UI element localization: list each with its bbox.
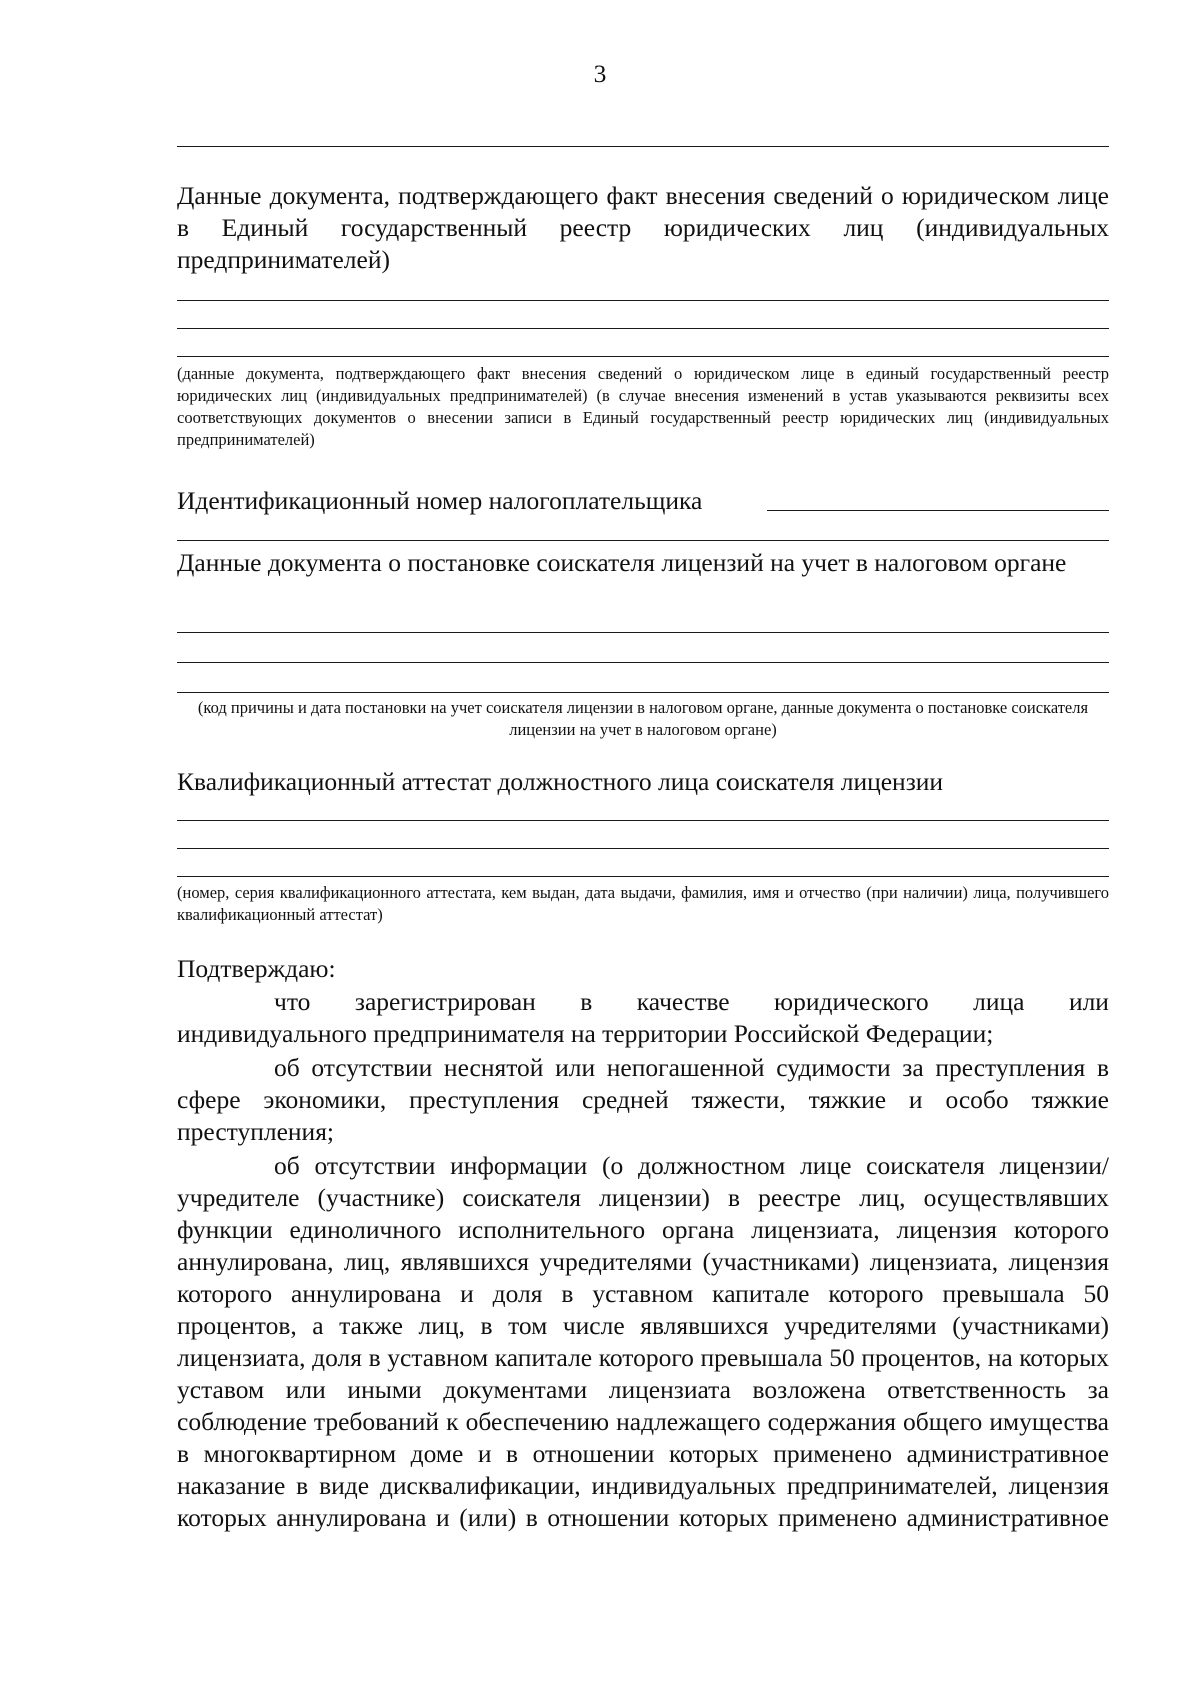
attestat-caption: (номер, серия квалификационного аттестата, кем выдан, дата выдачи, фамилия, имя и отчество (при наличии) лица, получившего квалификационный аттестат) xyxy=(177,883,1109,924)
egrul-heading: Данные документа, подтверждающего факт внесения сведений о юридическом лице в Единый государственный реестр юридических лиц (индивидуальных предпринимателей) xyxy=(177,181,1109,274)
confirm-item-1-line-2: индивидуального предпринимателя на территории Российской Федерации; xyxy=(177,1019,994,1048)
word: качестве xyxy=(636,987,730,1016)
word: или xyxy=(1068,987,1109,1016)
confirm-item-2: об отсутствии неснятой или непогашенной судимости за преступления в сфере экономики, преступления средней тяжести, тяжкие и особо тяжкие преступления; xyxy=(177,1053,1109,1146)
confirm-item-1 xyxy=(177,986,1109,1050)
attestat-fill-line-3[interactable] xyxy=(177,876,1109,877)
word: зарегистрирован xyxy=(354,987,536,1016)
attestat-heading: Квалификационный аттестат должностного лица соискателя лицензии xyxy=(177,767,944,796)
tax-fill-line-1[interactable] xyxy=(177,632,1109,633)
top-rule xyxy=(177,146,1109,147)
tax-caption: (код причины и дата постановки на учет соискателя лицензии в налоговом органе, данные документа о постановке соискателя лицензии на учет в налоговом органе) xyxy=(197,698,1089,739)
egrul-caption: (данные документа, подтверждающего факт внесения сведений о юридическом лице в единый государственный реестр юридических лиц (индивидуальных предпринимателей) (в случае внесения изменений в устав указываются реквизиты всех соответствующих документов о внесении записи в Единый государственный реестр юридических лиц (индивидуальных предпринимателей) xyxy=(177,364,1109,449)
inn-input-line[interactable] xyxy=(767,510,1109,511)
confirm-item-3: об отсутствии информации (о должностном лице соискателя лицензии/ учредителе (участнике) соискателя лицензии) в реестре лиц, осуществлявших функции единоличного исполнительного органа лицензиата, лицензия которого аннулирована, лиц, являвшихся учредителями (участниками) лицензиата, лицензия которого аннулирована и доля в уставном капитале которого превышала 50 процентов, а также лиц, в том числе являвшихся учредителями (участниками) лицензиата, доля в уставном капитале которого превышала 50 процентов, на которых уставом или иными документами лицензиата возложена ответственность за соблюдение требований к обеспечению надлежащего содержания общего имущества в многоквартирном доме и в отношении которых применено административное наказание в виде дисквалификации, индивидуальных предпринимателей, лицензия которых аннулирована и (или) в отношении которых применено административное xyxy=(177,1151,1109,1532)
word: что xyxy=(274,987,311,1016)
egrul-fill-line-2[interactable] xyxy=(177,328,1109,329)
inn-fill-line[interactable] xyxy=(177,540,1109,541)
word: лица xyxy=(973,987,1025,1016)
word: в xyxy=(580,987,593,1016)
attestat-fill-line-1[interactable] xyxy=(177,820,1109,821)
egrul-fill-line-1[interactable] xyxy=(177,300,1109,301)
tax-fill-line-3[interactable] xyxy=(177,692,1109,693)
inn-label: Идентификационный номер налогоплательщика xyxy=(177,486,703,515)
egrul-fill-line-3[interactable] xyxy=(177,356,1109,357)
tax-heading: Данные документа о постановке соискателя лицензий на учет в налоговом органе xyxy=(177,548,1067,577)
page-number: 3 xyxy=(593,59,607,88)
word: юридического xyxy=(774,987,929,1016)
tax-fill-line-2[interactable] xyxy=(177,662,1109,663)
attestat-fill-line-2[interactable] xyxy=(177,848,1109,849)
confirm-item-1-line-1 xyxy=(177,986,1109,1018)
confirm-heading: Подтверждаю: xyxy=(177,954,336,983)
